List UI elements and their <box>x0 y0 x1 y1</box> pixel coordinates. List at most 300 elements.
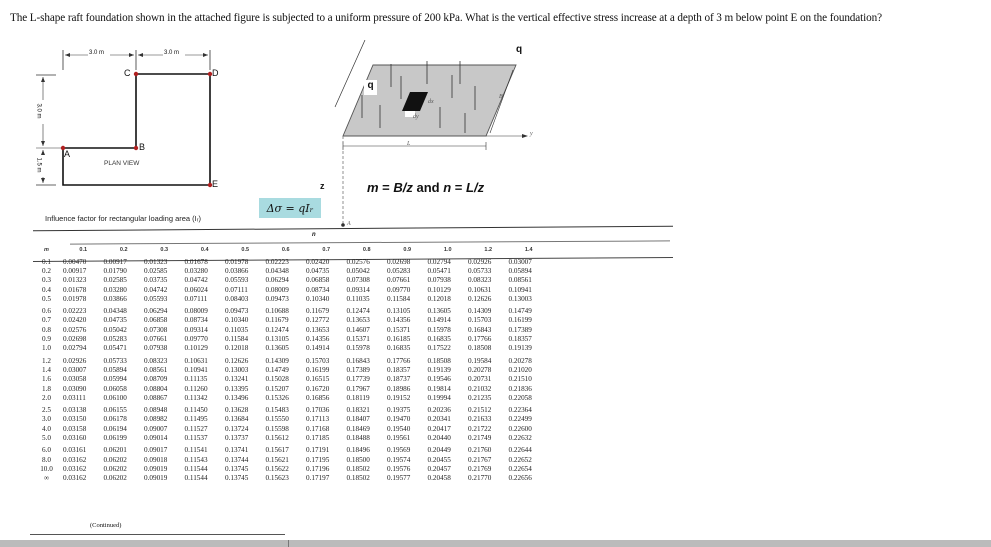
col-header: 1.2 <box>484 247 493 253</box>
influence-value-cell: 0.02926 <box>468 257 492 266</box>
influence-value-cell: 0.03280 <box>184 266 208 275</box>
influence-value-cell: 0.11035 <box>225 325 249 334</box>
influence-value-cell: 0.13241 <box>225 375 249 384</box>
influence-value-cell: 0.06201 <box>103 446 127 455</box>
influence-value-cell: 0.18357 <box>387 365 411 374</box>
point-b-label: B <box>139 142 146 152</box>
influence-value-cell: 0.12626 <box>225 356 249 365</box>
influence-value-cell: 0.06858 <box>144 316 168 325</box>
influence-value-cell: 0.05994 <box>103 375 127 384</box>
question-text: The L-shape raft foundation shown in the attached figure is subjected to a uniform pressure of 200 kPa. What is the vertical effective stress increase at a depth of 3 m below point E on the foundation? <box>10 12 883 24</box>
influence-value-cell: 0.22499 <box>508 415 532 424</box>
influence-value-cell: 0.17196 <box>306 464 330 473</box>
influence-value-cell: 0.16199 <box>508 316 532 325</box>
table-row <box>30 294 549 303</box>
influence-value-cell: 0.08561 <box>508 276 532 285</box>
influence-value-cell: 0.10340 <box>306 294 330 303</box>
influence-value-cell: 0.13653 <box>346 316 370 325</box>
influence-value-cell: 0.16835 <box>387 344 411 353</box>
influence-value-cell: 0.17522 <box>427 344 451 353</box>
influence-value-cell: 0.07308 <box>346 276 370 285</box>
influence-value-cell: 0.21235 <box>468 393 492 402</box>
influence-value-cell: 0.02926 <box>63 356 87 365</box>
influence-value-cell: 0.06100 <box>103 393 127 402</box>
col-header: 0.1 <box>79 247 88 253</box>
influence-value-cell: 0.15483 <box>265 406 289 415</box>
influence-value-cell: 0.19470 <box>387 415 411 424</box>
influence-value-cell: 0.08709 <box>144 375 168 384</box>
influence-value-cell: 0.08323 <box>468 276 492 285</box>
influence-value-cell: 0.14749 <box>265 365 289 374</box>
table-row <box>30 415 549 424</box>
dim-left-upper: 3.0 m <box>35 103 42 119</box>
influence-value-cell: 0.09019 <box>144 474 168 483</box>
influence-value-cell: 0.03866 <box>103 294 127 303</box>
influence-value-cell: 0.09017 <box>144 446 168 455</box>
influence-value-cell: 0.17766 <box>387 356 411 365</box>
col-header: 0.8 <box>362 247 371 253</box>
influence-value-cell: 0.10631 <box>184 356 208 365</box>
influence-value-cell: 0.05733 <box>468 266 492 275</box>
m-value-cell: 1.6 <box>42 375 51 384</box>
influence-value-cell: 0.05042 <box>103 325 127 334</box>
influence-value-cell: 0.20458 <box>427 474 451 483</box>
table-row <box>30 266 549 275</box>
table-row <box>30 365 549 374</box>
table-row <box>30 393 549 402</box>
influence-value-cell: 0.18469 <box>346 424 370 433</box>
influence-value-cell: 0.05894 <box>508 266 532 275</box>
influence-value-cell: 0.08734 <box>306 285 330 294</box>
influence-value-cell: 0.07938 <box>427 276 451 285</box>
influence-value-cell: 0.10129 <box>184 344 208 353</box>
influence-value-cell: 0.08403 <box>225 294 249 303</box>
influence-value-cell: 0.03090 <box>63 384 87 393</box>
influence-value-cell: 0.04348 <box>103 307 127 316</box>
influence-value-cell: 0.15207 <box>265 384 289 393</box>
influence-value-cell: 0.02223 <box>265 257 289 266</box>
influence-value-cell: 0.06199 <box>103 433 127 442</box>
influence-value-cell: 0.11541 <box>184 446 208 455</box>
q-label-top: q <box>516 44 523 55</box>
influence-value-cell: 0.21836 <box>508 384 532 393</box>
table-row <box>30 375 549 384</box>
table-row <box>30 424 549 433</box>
table-row <box>30 443 549 455</box>
influence-value-cell: 0.07308 <box>144 325 168 334</box>
influence-value-cell: 0.14607 <box>346 325 370 334</box>
influence-value-cell: 0.11584 <box>387 294 411 303</box>
dim-top-left: 3.0 m <box>89 50 105 56</box>
influence-value-cell: 0.09014 <box>144 433 168 442</box>
influence-value-cell: 0.02576 <box>346 257 370 266</box>
l-shape-plan-drawing <box>20 40 280 240</box>
influence-value-cell: 0.20731 <box>468 375 492 384</box>
influence-value-cell: 0.19139 <box>508 344 532 353</box>
influence-value-cell: 0.06178 <box>103 415 127 424</box>
influence-value-cell: 0.18502 <box>346 464 370 473</box>
influence-value-cell: 0.15371 <box>346 335 370 344</box>
influence-value-cell: 0.03162 <box>63 474 87 483</box>
table-row <box>30 257 549 266</box>
influence-value-cell: 0.06194 <box>103 424 127 433</box>
influence-value-cell: 0.13724 <box>225 424 249 433</box>
influence-value-cell: 0.20455 <box>427 455 451 464</box>
influence-value-cell: 0.04742 <box>184 276 208 285</box>
influence-value-cell: 0.12474 <box>346 307 370 316</box>
influence-value-cell: 0.14356 <box>387 316 411 325</box>
col-header: 0.9 <box>403 247 412 253</box>
influence-value-cell: 0.16856 <box>306 393 330 402</box>
table-row <box>30 344 549 353</box>
influence-value-cell: 0.15978 <box>427 325 451 334</box>
m-value-cell: 10.0 <box>40 464 53 473</box>
influence-value-cell: 0.22364 <box>508 406 532 415</box>
influence-value-cell: 0.01978 <box>225 257 249 266</box>
influence-value-cell: 0.02794 <box>63 344 87 353</box>
influence-value-cell: 0.02698 <box>387 257 411 266</box>
loaded-rectangle-drawing <box>310 40 550 230</box>
table-row <box>30 303 549 315</box>
influence-value-cell: 0.15703 <box>306 356 330 365</box>
influence-value-cell: 0.18502 <box>346 474 370 483</box>
col-header: 1.0 <box>443 247 452 253</box>
influence-value-cell: 0.00917 <box>63 266 87 275</box>
influence-value-cell: 0.03162 <box>63 464 87 473</box>
influence-value-cell: 0.12018 <box>427 294 451 303</box>
influence-value-cell: 0.18508 <box>427 356 451 365</box>
influence-value-cell: 0.14356 <box>306 335 330 344</box>
influence-value-cell: 0.14309 <box>265 356 289 365</box>
y-axis-label: y <box>530 131 533 137</box>
table-bottom-rule <box>30 534 285 535</box>
influence-value-cell: 0.19546 <box>427 375 451 384</box>
influence-value-cell: 0.03735 <box>144 276 168 285</box>
influence-value-cell: 0.08009 <box>184 307 208 316</box>
influence-value-cell: 0.06058 <box>103 384 127 393</box>
influence-value-cell: 0.02794 <box>427 257 451 266</box>
influence-value-cell: 0.19569 <box>387 446 411 455</box>
m-symbol: m <box>367 180 379 195</box>
influence-value-cell: 0.11584 <box>225 335 249 344</box>
equals-2: = <box>451 180 467 195</box>
influence-value-cell: 0.13003 <box>225 365 249 374</box>
influence-value-cell: 0.19540 <box>387 424 411 433</box>
influence-value-cell: 0.15978 <box>346 344 370 353</box>
influence-value-cell: 0.11544 <box>184 464 208 473</box>
dim-top-right: 3.0 m <box>164 50 180 56</box>
influence-value-cell: 0.15621 <box>265 455 289 464</box>
influence-value-cell: 0.18407 <box>346 415 370 424</box>
influence-value-cell: 0.02585 <box>103 276 127 285</box>
influence-value-cell: 0.18321 <box>346 406 370 415</box>
influence-value-cell: 0.11135 <box>184 375 208 384</box>
influence-value-cell: 0.01678 <box>63 285 87 294</box>
influence-value-cell: 0.09019 <box>144 464 168 473</box>
influence-value-cell: 0.13105 <box>265 335 289 344</box>
influence-value-cell: 0.10688 <box>265 307 289 316</box>
influence-value-cell: 0.03111 <box>63 393 86 402</box>
table-row <box>30 316 549 325</box>
table-row <box>30 276 549 285</box>
influence-value-cell: 0.20440 <box>427 433 451 442</box>
influence-value-cell: 0.09018 <box>144 455 168 464</box>
influence-value-cell: 0.03280 <box>103 285 127 294</box>
influence-value-cell: 0.06294 <box>265 276 289 285</box>
influence-value-cell: 0.13653 <box>306 325 330 334</box>
influence-value-cell: 0.08804 <box>144 384 168 393</box>
influence-value-cell: 0.11544 <box>184 474 208 483</box>
influence-value-cell: 0.13628 <box>225 406 249 415</box>
influence-value-cell: 0.10340 <box>225 316 249 325</box>
influence-value-cell: 0.13737 <box>225 433 249 442</box>
influence-value-cell: 0.13003 <box>508 294 532 303</box>
influence-value-cell: 0.11260 <box>184 384 208 393</box>
influence-value-cell: 0.19375 <box>387 406 411 415</box>
col-header: 0.2 <box>119 247 128 253</box>
table-row <box>30 285 549 294</box>
influence-value-cell: 0.07111 <box>225 285 248 294</box>
table-row <box>30 464 549 473</box>
m-value-cell: 8.0 <box>42 455 51 464</box>
influence-value-cell: 0.13105 <box>387 307 411 316</box>
influence-value-cell: 0.15623 <box>265 474 289 483</box>
table-row <box>30 325 549 334</box>
m-value-cell: 0.4 <box>42 285 51 294</box>
influence-value-cell: 0.22654 <box>508 464 532 473</box>
influence-value-cell: 0.14914 <box>427 316 451 325</box>
n-symbol: n <box>443 180 452 195</box>
plan-view-figure <box>20 40 280 240</box>
influence-value-cell: 0.21749 <box>468 433 492 442</box>
influence-value-cell: 0.02698 <box>63 335 87 344</box>
influence-value-cell: 0.08009 <box>265 285 289 294</box>
influence-value-cell: 0.03162 <box>63 455 87 464</box>
dy-label: dy <box>413 114 419 120</box>
m-value-cell: 3.0 <box>42 415 51 424</box>
influence-value-cell: 0.21722 <box>468 424 492 433</box>
influence-value-cell: 0.11537 <box>184 433 208 442</box>
influence-value-cell: 0.20278 <box>508 356 532 365</box>
table-row <box>30 353 549 365</box>
influence-value-cell: 0.17168 <box>306 424 330 433</box>
influence-value-cell: 0.21770 <box>468 474 492 483</box>
m-value-cell: 0.6 <box>42 307 51 316</box>
influence-value-cell: 0.01678 <box>184 257 208 266</box>
influence-value-cell: 0.22652 <box>508 455 532 464</box>
influence-value-cell: 0.09770 <box>387 285 411 294</box>
influence-value-cell: 0.11543 <box>184 455 208 464</box>
table-row <box>30 455 549 464</box>
influence-value-cell: 0.09473 <box>225 307 249 316</box>
influence-value-cell: 0.03007 <box>63 365 87 374</box>
influence-value-cell: 0.09007 <box>144 424 168 433</box>
influence-value-cell: 0.11679 <box>306 307 330 316</box>
m-value-cell: 0.5 <box>42 294 51 303</box>
l-over-z: L/z <box>466 180 485 195</box>
influence-value-cell: 0.04735 <box>103 316 127 325</box>
influence-value-cell: 0.13745 <box>225 464 249 473</box>
influence-value-cell: 0.03138 <box>63 406 87 415</box>
influence-value-cell: 0.15326 <box>265 393 289 402</box>
influence-value-cell: 0.07111 <box>184 294 208 303</box>
influence-value-cell: 0.03866 <box>225 266 249 275</box>
influence-value-cell: 0.13605 <box>265 344 289 353</box>
influence-value-cell: 0.19994 <box>427 393 451 402</box>
influence-value-cell: 0.11527 <box>184 424 208 433</box>
m-value-cell: 0.9 <box>42 335 51 344</box>
influence-value-cell: 0.20278 <box>468 365 492 374</box>
influence-value-cell: 0.14749 <box>508 307 532 316</box>
influence-value-cell: 0.16720 <box>306 384 330 393</box>
influence-value-cell: 0.03161 <box>63 446 87 455</box>
influence-value-cell: 0.07661 <box>387 276 411 285</box>
m-column-header: m <box>44 247 49 253</box>
influence-value-cell: 0.02223 <box>63 307 87 316</box>
influence-value-cell: 0.15622 <box>265 464 289 473</box>
influence-value-cell: 0.19576 <box>387 464 411 473</box>
influence-value-cell: 0.02576 <box>63 325 87 334</box>
influence-value-cell: 0.16515 <box>306 375 330 384</box>
influence-value-cell: 0.17389 <box>346 365 370 374</box>
influence-value-cell: 0.17967 <box>346 384 370 393</box>
influence-value-cell: 0.05283 <box>387 266 411 275</box>
influence-value-cell: 0.06024 <box>184 285 208 294</box>
influence-value-cell: 0.15028 <box>265 375 289 384</box>
influence-value-cell: 0.22600 <box>508 424 532 433</box>
influence-value-cell: 0.02585 <box>144 266 168 275</box>
dx-label: dx <box>428 99 434 105</box>
influence-table-title: Influence factor for rectangular loading area (Iᵣ) <box>45 214 202 223</box>
influence-value-cell: 0.17197 <box>306 474 330 483</box>
influence-value-cell: 0.12772 <box>306 316 330 325</box>
influence-value-cell: 0.17185 <box>306 433 330 442</box>
influence-value-cell: 0.10129 <box>427 285 451 294</box>
influence-value-cell: 0.07938 <box>144 344 168 353</box>
influence-value-cell: 0.18496 <box>346 446 370 455</box>
equals-1: = <box>378 180 394 195</box>
influence-value-cell: 0.08948 <box>144 406 168 415</box>
influence-value-cell: 0.02420 <box>63 316 87 325</box>
influence-value-cell: 0.05593 <box>225 276 249 285</box>
influence-value-cell: 0.10941 <box>508 285 532 294</box>
influence-value-cell: 0.15550 <box>265 415 289 424</box>
influence-value-cell: 0.12626 <box>468 294 492 303</box>
influence-value-cell: 0.19152 <box>387 393 411 402</box>
l-dimension-label: L <box>407 141 411 147</box>
influence-value-cell: 0.22058 <box>508 393 532 402</box>
influence-value-cell: 0.19574 <box>387 455 411 464</box>
point-a-diagram-label: A <box>347 221 351 227</box>
influence-value-cell: 0.13395 <box>225 384 249 393</box>
influence-value-cell: 0.01790 <box>103 266 127 275</box>
influence-value-cell: 0.06202 <box>103 464 127 473</box>
influence-value-cell: 0.00470 <box>63 257 87 266</box>
influence-value-cell: 0.05593 <box>144 294 168 303</box>
influence-value-cell: 0.19139 <box>427 365 451 374</box>
continued-note: (Continued) <box>90 522 122 529</box>
m-value-cell: 0.8 <box>42 325 51 334</box>
influence-value-cell: 0.01323 <box>144 257 168 266</box>
influence-value-cell: 0.20457 <box>427 464 451 473</box>
m-value-cell: 1.2 <box>42 356 51 365</box>
influence-value-cell: 0.10941 <box>184 365 208 374</box>
influence-value-cell: 0.06202 <box>103 455 127 464</box>
influence-value-cell: 0.04348 <box>265 266 289 275</box>
influence-value-cell: 0.13684 <box>225 415 249 424</box>
m-value-cell: 0.1 <box>42 257 51 266</box>
mn-definition <box>367 180 484 195</box>
influence-value-cell: 0.06155 <box>103 406 127 415</box>
influence-value-cell: 0.08867 <box>144 393 168 402</box>
influence-value-cell: 0.03158 <box>63 424 87 433</box>
influence-value-cell: 0.11342 <box>184 393 208 402</box>
influence-value-cell: 0.12018 <box>225 344 249 353</box>
influence-value-cell: 0.03150 <box>63 415 87 424</box>
influence-value-cell: 0.18508 <box>468 344 492 353</box>
influence-value-cell: 0.22632 <box>508 433 532 442</box>
influence-value-cell: 0.05894 <box>103 365 127 374</box>
influence-value-cell: 0.05471 <box>103 344 127 353</box>
influence-value-cell: 0.08734 <box>184 316 208 325</box>
influence-value-cell: 0.14914 <box>306 344 330 353</box>
point-e-label: E <box>212 179 219 189</box>
m-value-cell: 2.0 <box>42 393 51 402</box>
influence-value-cell: 0.15612 <box>265 433 289 442</box>
influence-value-cell: 0.22656 <box>508 474 532 483</box>
influence-value-cell: 0.01978 <box>63 294 87 303</box>
m-value-cell: 1.4 <box>42 365 51 374</box>
col-header: 0.6 <box>281 247 290 253</box>
influence-value-cell: 0.21760 <box>468 446 492 455</box>
influence-value-cell: 0.18986 <box>387 384 411 393</box>
influence-value-cell: 0.18500 <box>346 455 370 464</box>
m-value-cell: 5.0 <box>42 433 51 442</box>
col-header: 0.4 <box>200 247 209 253</box>
influence-value-cell: 0.17036 <box>306 406 330 415</box>
z-axis-label: z <box>320 181 325 191</box>
influence-value-cell: 0.07661 <box>144 335 168 344</box>
influence-value-cell: 0.09473 <box>265 294 289 303</box>
influence-value-cell: 0.06294 <box>144 307 168 316</box>
influence-value-cell: 0.10631 <box>468 285 492 294</box>
table-row <box>30 474 549 483</box>
influence-value-cell: 0.05471 <box>427 266 451 275</box>
m-value-cell: ∞ <box>43 474 50 483</box>
influence-value-cell: 0.13496 <box>225 393 249 402</box>
influence-value-cell: 0.15617 <box>265 446 289 455</box>
col-header: 0.3 <box>160 247 169 253</box>
influence-value-cell: 0.13744 <box>225 455 249 464</box>
influence-value-cell: 0.05733 <box>103 356 127 365</box>
influence-value-cell: 0.05283 <box>103 335 127 344</box>
influence-factor-table-wrap <box>30 243 670 483</box>
influence-value-cell: 0.19814 <box>427 384 451 393</box>
window-bottom-bar <box>0 540 991 547</box>
influence-value-cell: 0.11035 <box>346 294 370 303</box>
influence-value-cell: 0.21767 <box>468 455 492 464</box>
influence-value-cell: 0.16199 <box>306 365 330 374</box>
bar-divider <box>288 540 289 547</box>
influence-value-cell: 0.15371 <box>387 325 411 334</box>
col-header: 0.5 <box>241 247 250 253</box>
influence-value-cell: 0.20236 <box>427 406 451 415</box>
influence-value-cell: 0.17191 <box>306 446 330 455</box>
influence-factor-table <box>30 243 549 483</box>
influence-value-cell: 0.18488 <box>346 433 370 442</box>
influence-value-cell: 0.08323 <box>144 356 168 365</box>
influence-value-cell: 0.04742 <box>144 285 168 294</box>
